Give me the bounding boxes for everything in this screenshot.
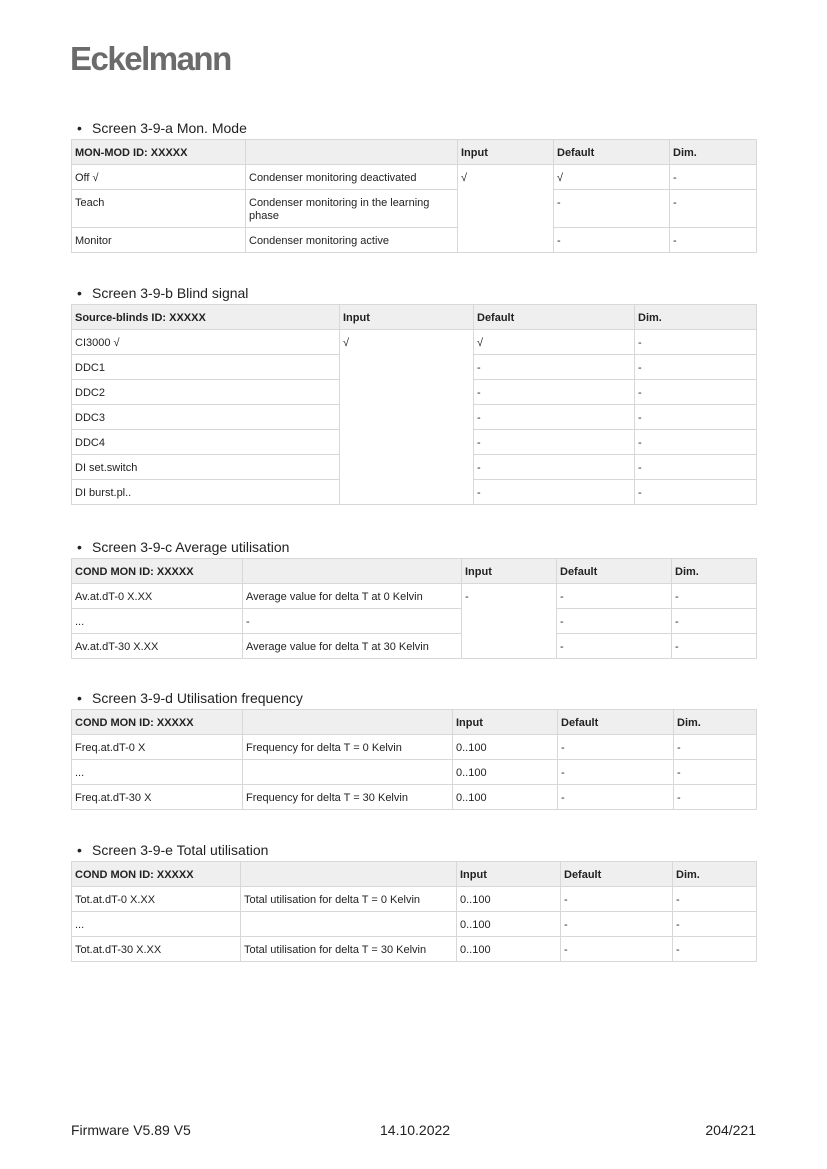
table-row: DDC1 - - <box>72 355 757 380</box>
table-header-row: COND MON ID: XXXXX Input Default Dim. <box>72 559 757 584</box>
table-row: ... - - - <box>72 609 757 634</box>
table-row: Av.at.dT-30 X.XX Average value for delta T at 30 Kelvin - - <box>72 634 757 659</box>
table-row: DI set.switch - - <box>72 455 757 480</box>
table-row: Teach Condenser monitoring in the learning phase - - <box>72 190 757 228</box>
table-row: DDC2 - - <box>72 380 757 405</box>
table-row: Freq.at.dT-0 X Frequency for delta T = 0 Kelvin 0..100 - - <box>72 735 757 760</box>
section-utilisation-frequency <box>71 689 756 810</box>
footer-page-number: 204/221 <box>705 1122 756 1138</box>
total-utilisation-table <box>71 861 757 962</box>
table-row: DI burst.pl.. - - <box>72 480 757 505</box>
table-row: DDC3 - - <box>72 405 757 430</box>
eckelmann-logo: Eckelmann <box>70 40 231 77</box>
utilisation-frequency-table <box>71 709 757 810</box>
table-row: Tot.at.dT-30 X.XX Total utilisation for delta T = 30 Kelvin 0..100 - - <box>72 937 757 962</box>
table-row: CI3000 √ √ √ - <box>72 330 757 355</box>
table-row: Av.at.dT-0 X.XX Average value for delta T at 0 Kelvin - - - <box>72 584 757 609</box>
table-row: DDC4 - - <box>72 430 757 455</box>
table-row: ... 0..100 - - <box>72 760 757 785</box>
table-row: Off √ Condenser monitoring deactivated √ √ - <box>72 165 757 190</box>
table-header-row: MON-MOD ID: XXXXX Input Default Dim. <box>72 140 757 165</box>
mon-mode-table <box>71 139 757 253</box>
footer-date: 14.10.2022 <box>380 1122 451 1138</box>
table-header-row: Source-blinds ID: XXXXX Input Default Dim. <box>72 305 757 330</box>
table-row: Freq.at.dT-30 X Frequency for delta T = 30 Kelvin 0..100 - - <box>72 785 757 810</box>
section-heading: • Screen 3-9-e Total utilisation <box>77 842 269 858</box>
footer-firmware: Firmware V5.89 V5 <box>71 1122 191 1138</box>
table-row: Monitor Condenser monitoring active - - <box>72 228 757 253</box>
section-heading: • Screen 3-9-a Mon. Mode <box>77 120 247 136</box>
section-mon-mode <box>71 119 756 253</box>
average-utilisation-table <box>71 558 757 659</box>
section-total-utilisation <box>71 841 756 962</box>
table-row: ... 0..100 - - <box>72 912 757 937</box>
section-blind-signal <box>71 284 756 505</box>
table-header-row: COND MON ID: XXXXX Input Default Dim. <box>72 710 757 735</box>
section-heading: • Screen 3-9-b Blind signal <box>77 285 249 301</box>
section-heading: • Screen 3-9-c Average utilisation <box>77 539 290 555</box>
table-header-row: COND MON ID: XXXXX Input Default Dim. <box>72 862 757 887</box>
section-average-utilisation <box>71 538 756 659</box>
blind-signal-table <box>71 304 757 505</box>
section-heading: • Screen 3-9-d Utilisation frequency <box>77 690 303 706</box>
table-row: Tot.at.dT-0 X.XX Total utilisation for delta T = 0 Kelvin 0..100 - - <box>72 887 757 912</box>
